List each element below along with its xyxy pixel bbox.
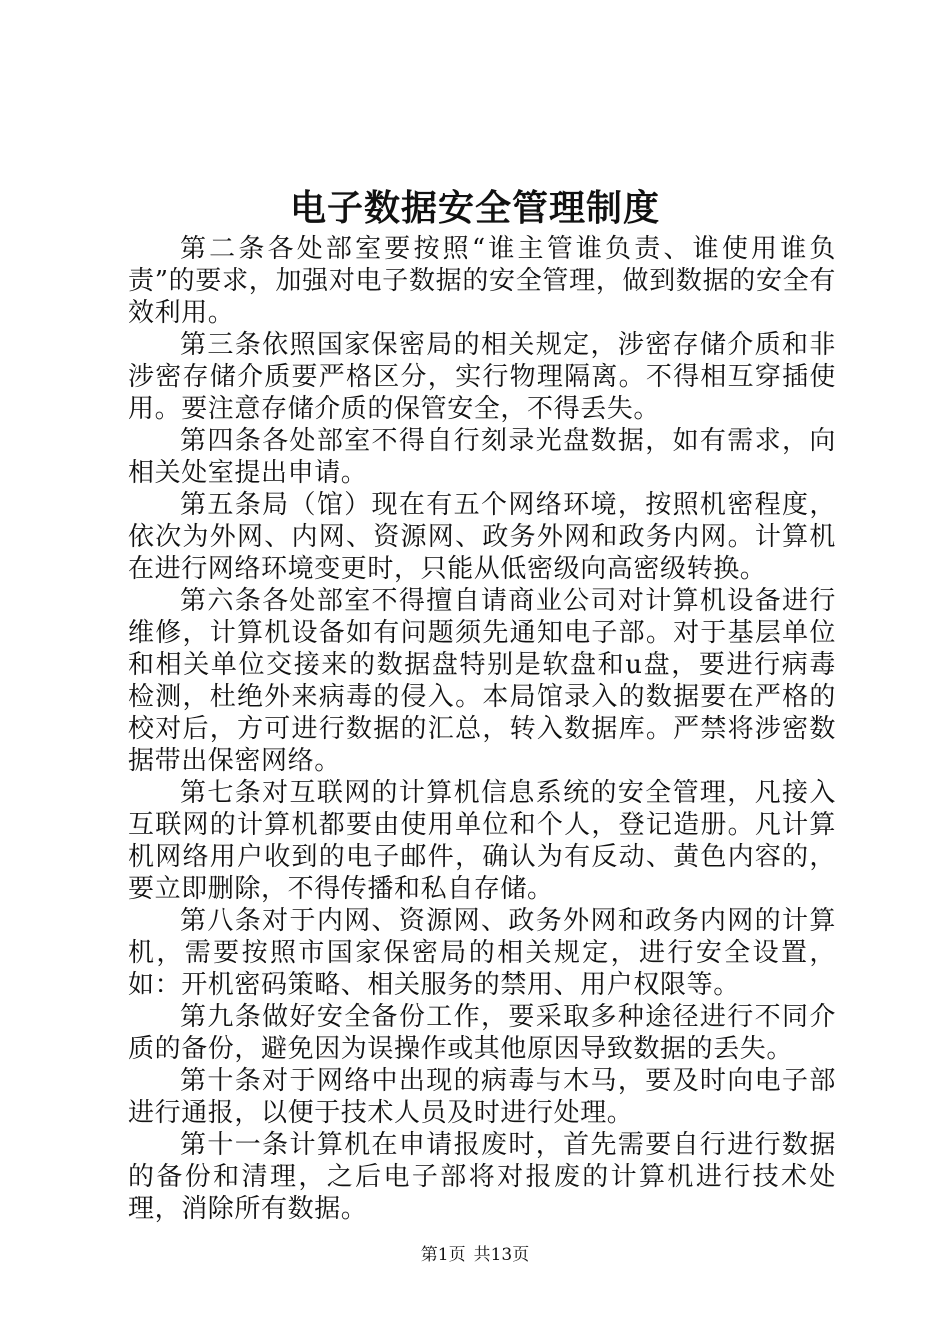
article-6-paragraph: 第六条各处部室不得擅自请商业公司对计算机设备进行维修，计算机设备如有问题须先通知电子部。对于基层单位和相关单位交接来的数据盘特别是软盘和u盘，要进行病毒检测，杜绝外来病毒的侵入。本局馆录入的数据要在严格的校对后，方可进行数据的汇总，转入数据库。严禁将涉密数据带出保密网络。 [128, 586, 836, 776]
article-9-paragraph: 第九条做好安全备份工作，要采取多种途径进行不同介质的备份，避免因为误操作或其他原因导致数据的丢失。 [128, 1002, 836, 1064]
article-10-paragraph: 第十条对于网络中出现的病毒与木马，要及时向电子部进行通报，以便于技术人员及时进行处理。 [128, 1066, 836, 1128]
page-number: 第1页 [420, 1245, 466, 1265]
page-total: 共13页 [473, 1245, 530, 1265]
document-title: 电子数据安全管理制度 [289, 187, 660, 229]
article-5-paragraph: 第五条局（馆）现在有五个网络环境，按照机密程度，依次为外网、内网、资源网、政务外网和政务内网。计算机在进行网络环境变更时，只能从低密级向高密级转换。 [128, 490, 836, 584]
article-4-paragraph: 第四条各处部室不得自行刻录光盘数据，如有需求，向相关处室提出申请。 [128, 426, 836, 488]
article-7-paragraph: 第七条对互联网的计算机信息系统的安全管理，凡接入互联网的计算机都要由使用单位和个人，登记造册。凡计算机网络用户收到的电子邮件，确认为有反动、黄色内容的，要立即删除，不得传播和私自存储。 [128, 778, 836, 904]
page-footer [0, 1244, 950, 1266]
article-11-paragraph: 第十一条计算机在申请报废时，首先需要自行进行数据的备份和清理，之后电子部将对报废的计算机进行技术处理，消除所有数据。 [128, 1130, 836, 1224]
article-2-paragraph: 第二条各处部室要按照“谁主管谁负责、谁使用谁负责”的要求，加强对电子数据的安全管理，做到数据的安全有效利用。 [128, 234, 836, 328]
article-3-paragraph: 第三条依照国家保密局的相关规定，涉密存储介质和非涉密存储介质要严格区分，实行物理隔离。不得相互穿插使用。要注意存储介质的保管安全，不得丢失。 [128, 330, 836, 424]
document-body [128, 233, 836, 1225]
article-8-paragraph: 第八条对于内网、资源网、政务外网和政务内网的计算机，需要按照市国家保密局的相关规定，进行安全设置，如：开机密码策略、相关服务的禁用、用户权限等。 [128, 906, 836, 1000]
